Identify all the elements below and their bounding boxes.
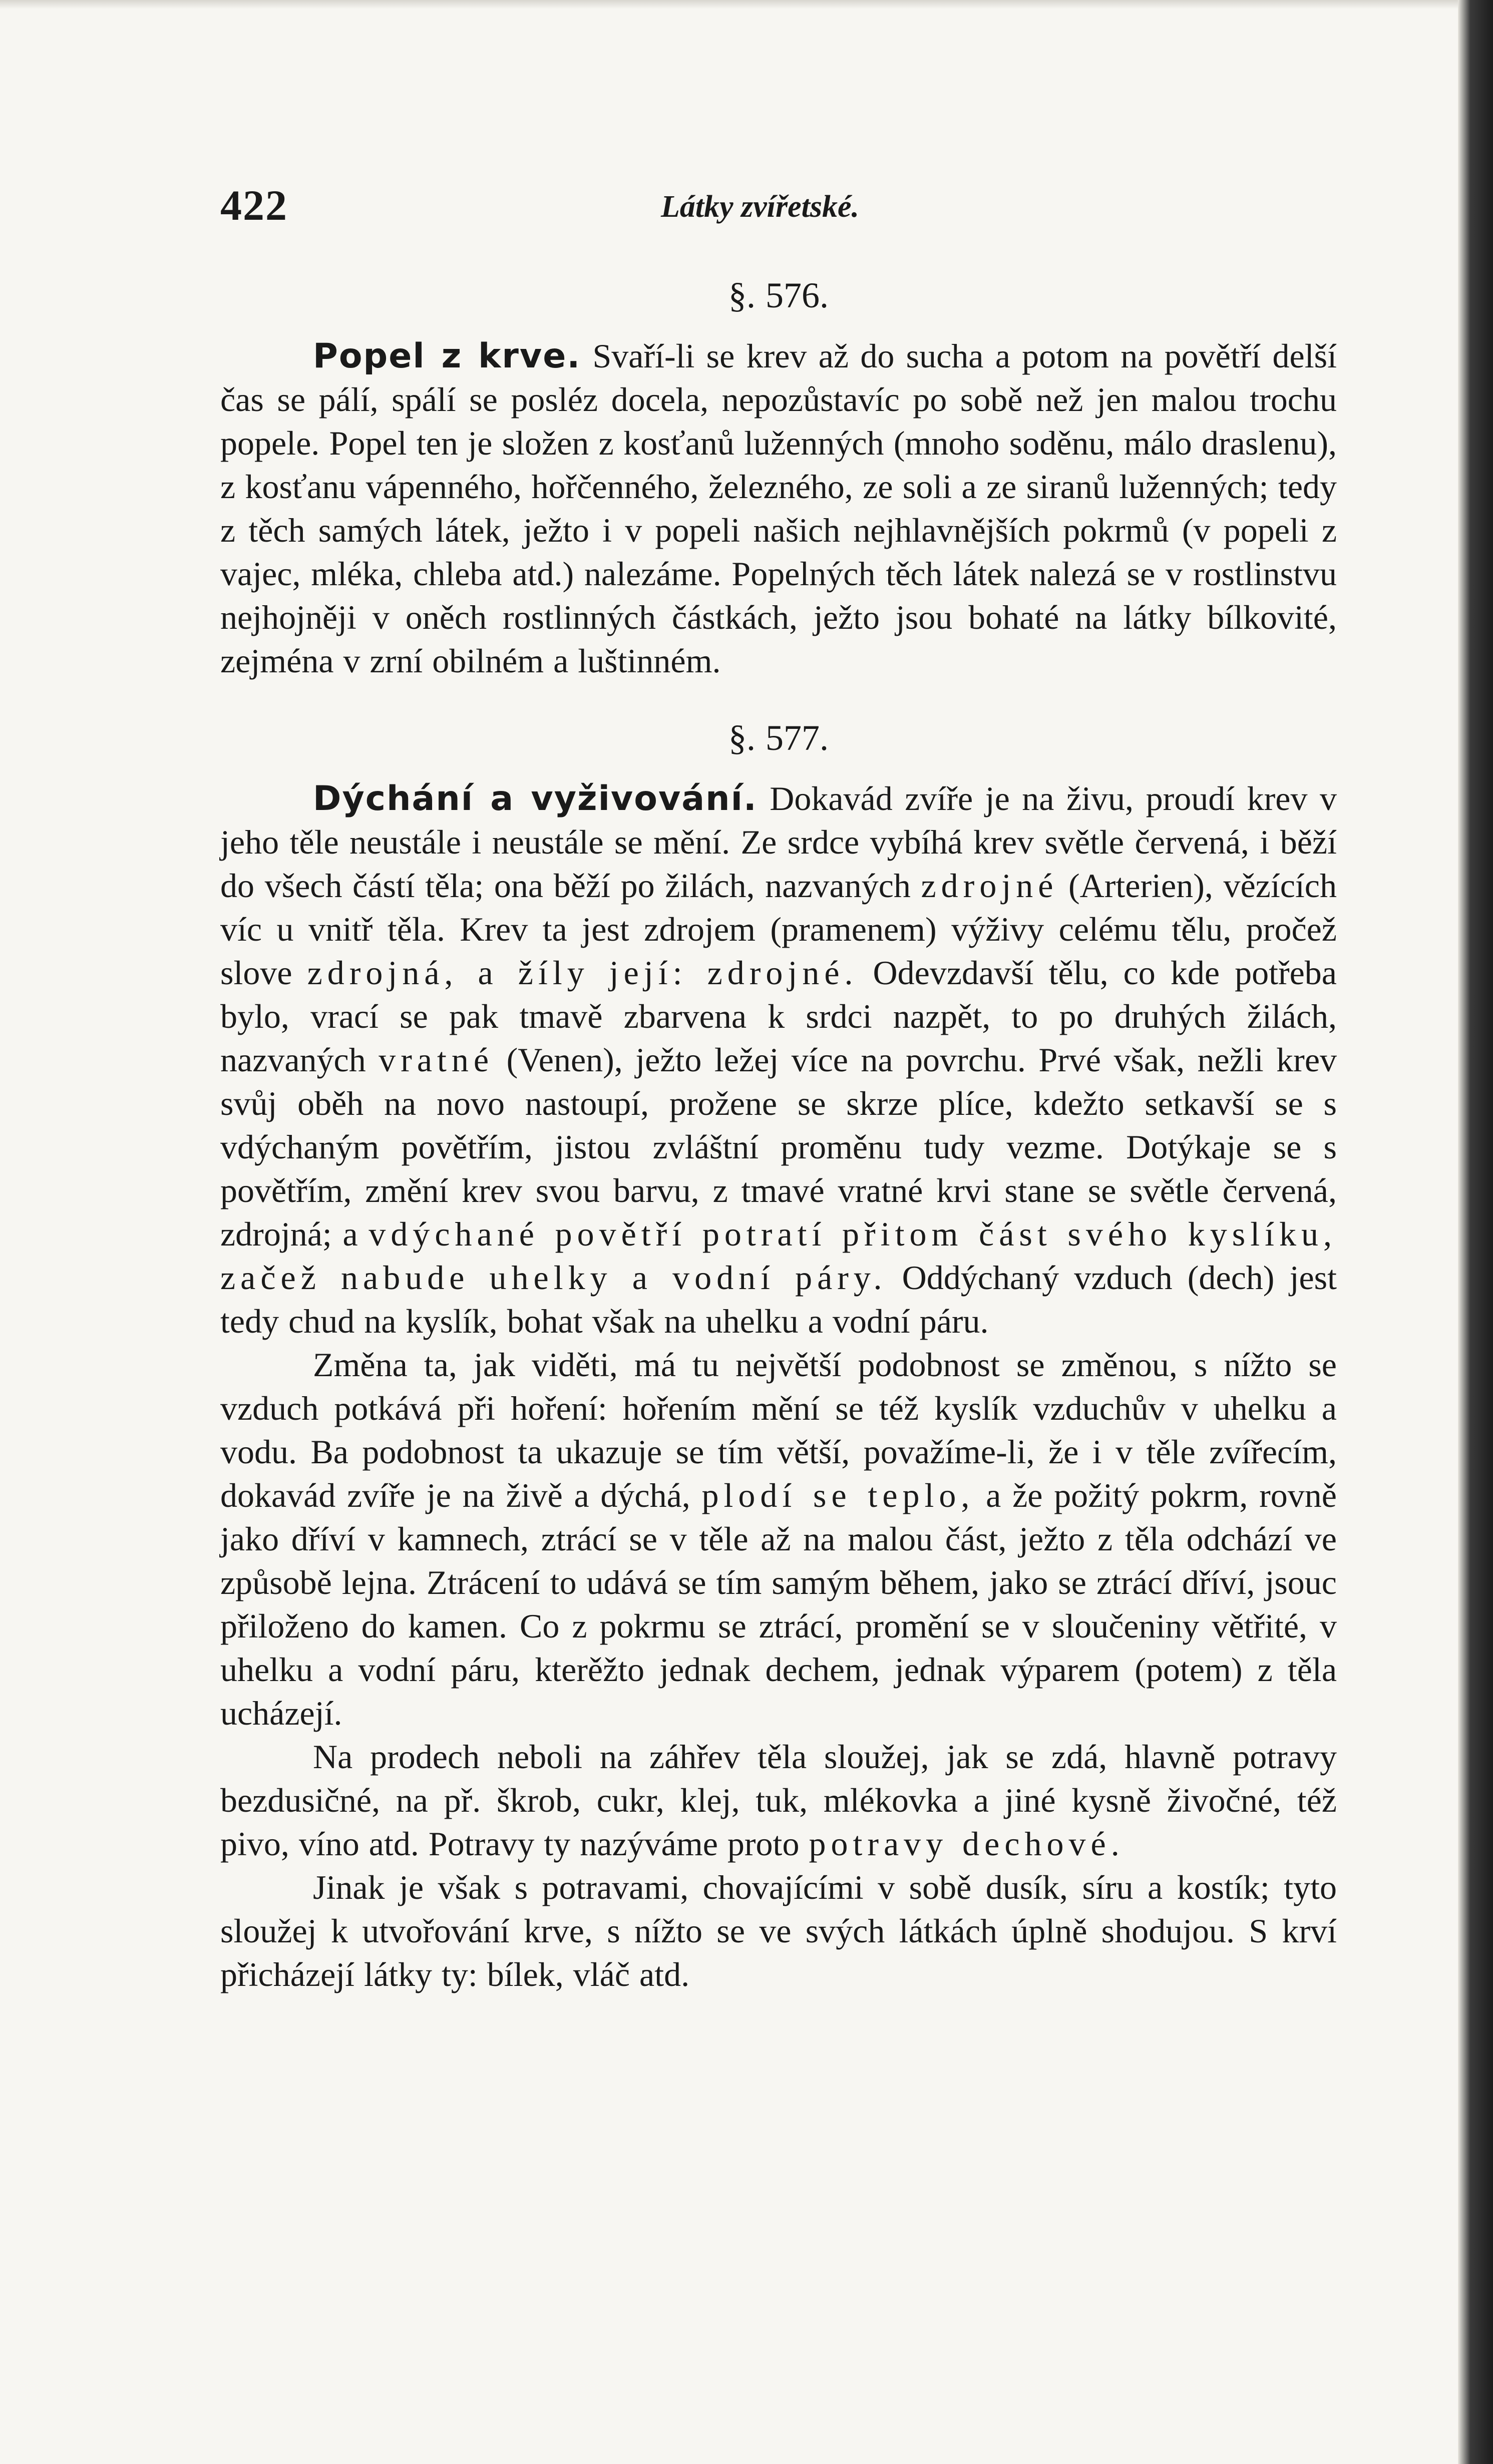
page-number: 422	[220, 181, 288, 229]
paragraph-popel-z-krve	[220, 334, 1337, 683]
paragraph-text: Oddýchaný vzduch (dech) jest tedy chud na kyslík, bohat však na uhelku a vodní páru.	[220, 1259, 1337, 1340]
emphasis-text: plodí se teplo,	[701, 1476, 975, 1514]
emphasis-text: vdýchané povětří potratí přitom část svého kyslíku, začež nabude uhelky a vodní páry.	[220, 1215, 1337, 1297]
paragraph-text: Jinak je však s potravami, chovajícími v sobě dusík, síru a kostík; tyto sloužej k utvořování krve, s nížto se ve svých látkách úplně shodujou. S krví přicházejí látky ty: bílek, vláč atd.	[220, 1868, 1337, 1993]
paragraph-text: (Venen), ježto ležej více na povrchu. Prvé však, nežli krev svůj oběh na novo nastoupí, prožene se skrze plíce, kdežto setkavší se s vdýchaným povětřím, jistou zvláštní proměnu tudy vezme. Dotýkaje se s povětřím, změní krev svou barvu, z tmavé vratné krvi stane se světle červená, zdrojná; a	[220, 1041, 1337, 1253]
page-binding-edge	[1458, 0, 1493, 2464]
emphasis-text: vratné	[379, 1041, 494, 1079]
paragraph-na-prodech	[220, 1735, 1337, 1866]
emphasis-text: zdrojné	[921, 867, 1058, 905]
paragraph-text: a že požitý pokrm, rovně jako dříví v kamnech, ztrácí se v těle až na malou část, ježto z těla odchází ve způsobě lejna. Ztrácení to udává se tím samým během, jako se ztrácí dříví, jsouc přiloženo do kamen. Co z pokrmu se ztrácí, promění se v sloučeniny větřité, v uhelku a vodní páru, kterěžto jednak dechem, jednak výparem (potem) z těla ucházejí.	[220, 1476, 1337, 1732]
paragraph-text: Dokavád zvíře je na živu, proudí krev v jeho těle neustále i neustále se mění. Ze srdce vybíhá krev světle červená, i běží do všech částí těla; ona běží po žilách, nazvaných	[220, 779, 1337, 905]
section-heading-dychani: Dýchání a vyživování.	[313, 779, 758, 818]
page-top-shadow	[0, 0, 1493, 9]
paragraph-jinak	[220, 1866, 1337, 1996]
paragraph-dychani	[220, 777, 1337, 1343]
running-title: Látky zvířetské.	[661, 190, 860, 224]
section-mark-577: §. 577.	[728, 718, 829, 758]
paragraph-text: Změna ta, jak viděti, má tu největší podobnost se změnou, s nížto se vzduch potkává při hoření: hořením mění se též kyslík vzduchův v uhelku a vodu. Ba podobnost ta ukazuje se tím větší, považíme-li, že i v těle zvířecím, dokavád zvíře je na živě a dýchá,	[220, 1346, 1337, 1514]
paragraph-text: (Arterien), vězících víc u vnitř těla. Krev ta jest zdrojem (pramenem) výživy celému tělu, pročež slove	[220, 867, 1337, 992]
body-text	[220, 270, 1337, 1996]
paragraph-text: Svaří-li se krev až do sucha a potom na povětří delší čas se pálí, spálí se posléz docela, nepozůstavíc po sobě než jen malou trochu popele. Popel ten je složen z kosťanů luženných (mnoho soděnu, málo draslenu), z kosťanu vápenného, hořčenného, železného, ze soli a ze siranů luženných; tedy z těch samých látek, ježto i v popeli našich nejhlavnějších pokrmů (v popeli z vajec, mléka, chleba atd.) nalezáme. Popelných těch látek nalezá se v rostlinstvu nejhojněji v oněch rostlinných částkách, ježto jsou bohaté na látky bílkovité, zejména v zrní obilném a luštinném.	[220, 337, 1337, 680]
paragraph-text: Na prodech neboli na záhřev těla sloužej, jak se zdá, hlavně potravy bezdusičné, na př. škrob, cukr, klej, tuk, mlékovka a jiné kysně živočné, též pivo, víno atd. Potravy ty nazýváme proto	[220, 1738, 1337, 1863]
emphasis-text: zdrojná, a žíly její: zdrojné.	[307, 954, 858, 992]
section-mark-576: §. 576.	[728, 275, 829, 315]
running-head	[220, 180, 921, 235]
paragraph-zmena	[220, 1343, 1337, 1735]
paragraph-text: Odevzdavší tělu, co kde potřeba bylo, vrací se pak tmavě zbarvena k srdci nazpět, to po druhých žilách, nazvaných	[220, 954, 1337, 1079]
section-heading-popel: Popel z krve.	[313, 336, 581, 376]
emphasis-text: potravy dechové.	[809, 1825, 1125, 1863]
